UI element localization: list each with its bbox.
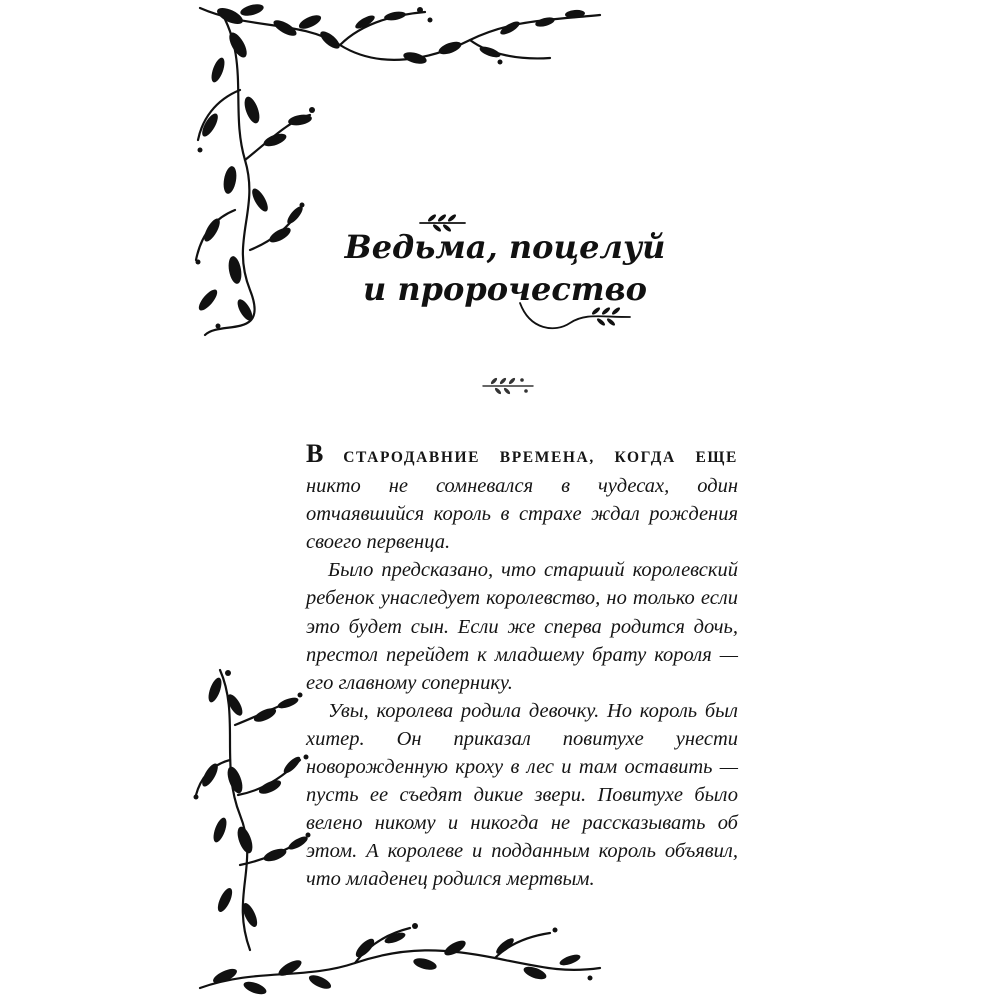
sprig-divider — [478, 372, 538, 398]
chapter-title — [340, 226, 670, 310]
paragraph-1 — [306, 440, 738, 556]
initial-letter: В — [306, 439, 324, 468]
opening-smallcaps: СТАРОДАВНИЕ ВРЕМЕНА, КОГДА ЕЩЕ — [343, 449, 738, 466]
paragraph-3: Увы, королева родила девочку. Но король был хитер. Он приказал повитухе унести новорожденную кроху в лес и там оставить — пусть ее съедят дикие звери. Повитухе было велено никому и никогда не рассказывать об этом. А королеве и подданным король объявил, что младенец родился мертвым. — [306, 699, 738, 891]
paragraph-1-text: никто не сомневался в чудесах, один отчаявшийся король в страхе ждал рождения своего первенца. — [306, 475, 738, 554]
chapter-title-line-2: и пророчество — [362, 270, 648, 308]
chapter-body — [306, 440, 738, 894]
paragraph-2: Было предсказано, что старший королевский ребенок унаследует королевство, но только если это будет сын. Если же сперва родится дочь, престол перейдет к младшему брату короля — его главному сопернику. — [306, 559, 738, 694]
chapter-title-line-1: Ведьма, поцелуй — [344, 228, 666, 266]
vine-bottom — [195, 918, 605, 1000]
vine-left-lower — [190, 665, 320, 955]
